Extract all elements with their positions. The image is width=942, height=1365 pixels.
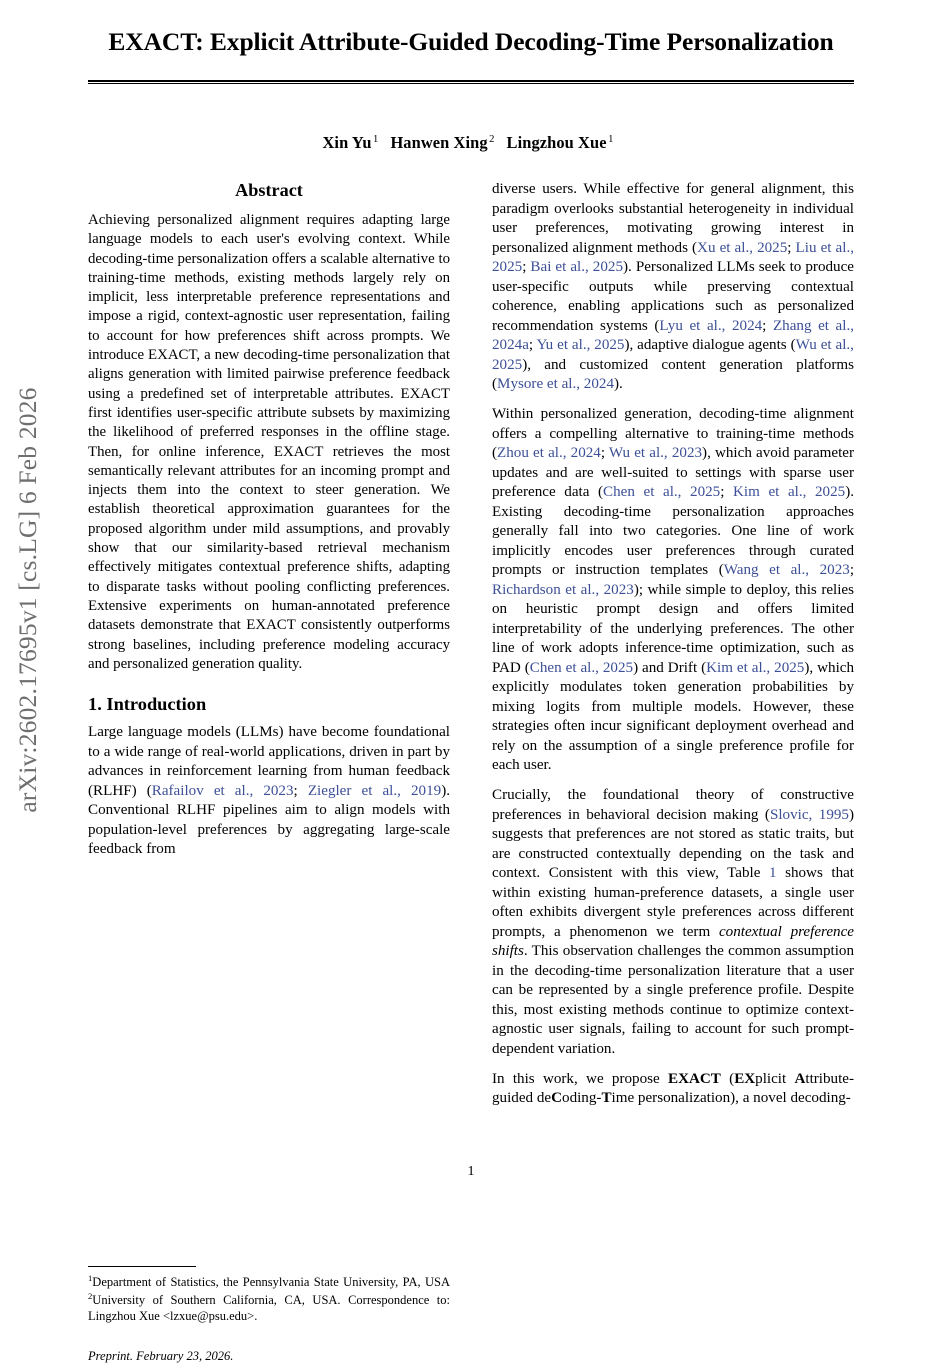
rc-p1-t4: ). Personalized LLMs seek to produce user-specific outputs while preserving contextual coherence, enabling applications such as personalized recommendation systems (: [492, 259, 854, 334]
table-reference-1[interactable]: 1: [769, 865, 777, 881]
title-separator: [88, 58, 854, 85]
intro-text-pre: Large language models (LLMs) have become foundational to a wide range of real-world applications, driven in part by advances in reinforcement learning from human feedback (RLHF) (: [88, 724, 450, 799]
intro-text-post: ). Conventional RLHF pipelines aim to align models with population-level preferences by aggregating large-scale feedback from: [88, 782, 451, 858]
rc-p2-t4: ;: [720, 484, 734, 500]
rc-p4-t6: ime personalization), a novel decoding-: [611, 1090, 851, 1106]
abstract-paragraph: Achieving personalized alignment requires adapting large language models to each user's evolving context. While decoding-time personalization offers a scalable alternative to training-time methods, existing methods largely rely on implicit, less interpretable preference representations and impose a rigid, context-agnostic user representation, failing to account for how preferences shift across prompts. We introduce EXACT, a new decoding-time personalization that aligns generation with limited pairwise preference feedback using a predefined set of interpretable attributes. EXACT first identifies user-specific attribute subsets by maximizing the likelihood of preferred responses in the offline stage. Then, for online inference, EXACT retrieves the most semantically relevant attributes for an incoming prompt and injects them into the context to steer generation. We establish theoretical approximation guarantees for the proposed algorithm under mild assumptions, and provably show that our similarity-based retrieval mechanism effectively mitigates contextual preference shifts, adapting to disparate tasks without pooling conflicting preferences. Extensive experiments on human-annotated preference datasets demonstrate that EXACT consistently outperforms strong baselines, including preference modeling accuracy and personalized generation quality.: [88, 212, 450, 672]
footnote-marker-2: 2: [88, 1291, 93, 1302]
rc-p3-t4: . This observation challenges the common assumption in the decoding-time personalization literature that a user can be represented by a single preference profile. Despite this, most existing methods continue to optimize context-agnostic user signals, failing to account for such prompt-dependent variation.: [492, 943, 854, 1057]
citation-wang-2023[interactable]: Wang et al., 2023: [723, 562, 850, 578]
left-column: [88, 180, 451, 1363]
citation-zhang-2024a[interactable]: Zhang et al., 2024a: [492, 317, 855, 353]
rc-p1-t5: ;: [762, 317, 773, 334]
author-name-2: Lingzhou Xue: [506, 133, 607, 153]
rc-p1-t8: ), and customized content generation platforms (: [492, 356, 854, 392]
rc-p1-t7: ), adaptive dialogue agents (: [624, 337, 796, 353]
footnote-affiliations: [88, 1273, 450, 1325]
acronym-letter-c: C: [551, 1090, 563, 1106]
author-affiliation-marker-2: 1: [608, 134, 614, 145]
rc-p2-t8: ) and Drift (: [633, 659, 707, 676]
rc-p2-t2: ;: [600, 445, 609, 461]
footnote-block: [88, 1266, 450, 1365]
rc-p4-t2: (: [720, 1070, 735, 1087]
rc-p1-t1: diverse users. While effective for general alignment, this paradigm overlooks substantial heterogeneity in individual user preferences, motivating growing interest in personalized alignment methods (: [492, 181, 854, 256]
arxiv-stamp: [0, 0, 56, 1200]
author-list: [88, 84, 854, 153]
citation-richardson-2023[interactable]: Richardson et al., 2023: [492, 581, 634, 598]
right-column: [492, 180, 854, 1119]
citation-lyu-2024[interactable]: Lyu et al., 2024: [659, 317, 763, 334]
rc-p2-t6: ;: [849, 562, 855, 578]
citation-liu-2025[interactable]: Liu et al., 2025: [492, 239, 854, 275]
author-name-0: Xin Yu: [322, 133, 372, 153]
citation-slovic-1995[interactable]: Slovic, 1995: [769, 806, 849, 823]
rc-p2-t7: ); while simple to deploy, this relies on heuristic prompt design and offers limited interpretability of the underlying preferences. The other line of work adopts inference-time optimization, such as PAD (: [492, 581, 854, 676]
rc-p1-t6: ;: [528, 337, 537, 353]
citation-kim-2025-drift[interactable]: Kim et al., 2025: [706, 659, 805, 676]
citation-wu-2023[interactable]: Wu et al., 2023: [608, 445, 703, 461]
author-name-1: Hanwen Xing: [390, 133, 488, 153]
rc-p4-t1: In this work, we propose: [492, 1070, 669, 1087]
rc-p2-t9: ), which explicitly modulates token generation probabilities by mixing logits from multiple models. However, these strategies often incur significant deployment overhead and rely on the assumption of a single preference profile for each user.: [492, 659, 855, 773]
citation-mysore-2024[interactable]: Mysore et al., 2024: [497, 376, 614, 392]
page-number: 1: [467, 1164, 475, 1179]
section-number: 1.: [88, 694, 102, 715]
footnote-text-1: Department of Statistics, the Pennsylvania State University, PA, USA: [92, 1275, 450, 1290]
citation-kim-2025[interactable]: Kim et al., 2025: [733, 484, 846, 500]
abstract-block: [88, 180, 450, 674]
paper-page: [88, 0, 855, 1363]
rc-p1-t3: ;: [522, 259, 531, 275]
footnote-text-2: University of Southern California, CA, USA. Correspondence to: Lingzhou Xue <lzxue@psu.edu>.: [88, 1293, 450, 1324]
preprint-line: Preprint. February 23, 2026.: [88, 1348, 234, 1363]
page-title: EXACT: Explicit Attribute-Guided Decoding-Time Personalization: [108, 27, 834, 56]
arxiv-stamp-text: arXiv:2602.17695v1 [cs.LG] 6 Feb 2026: [13, 387, 42, 813]
intro-paragraph-1: [88, 723, 450, 860]
rc-p4-t3: plicit: [755, 1070, 795, 1087]
intro-paragraph-4: [492, 786, 854, 1059]
citation-rafailov-2023[interactable]: Rafailov et al., 2023: [151, 782, 294, 799]
citation-wu-2025[interactable]: Wu et al., 2025: [492, 337, 854, 373]
rc-p4-t4: ttribute-guided de: [492, 1070, 854, 1106]
citation-xu-2025[interactable]: Xu et al., 2025: [697, 239, 788, 256]
rc-p2-t1: Within personalized generation, decoding-time alignment offers a compelling alternative to training-time methods (: [492, 406, 854, 461]
citation-yu-2025[interactable]: Yu et al., 2025: [536, 337, 625, 353]
intro-paragraph-5: [492, 1070, 854, 1109]
acronym-letter-ex: EX: [734, 1070, 756, 1087]
citation-bai-2025[interactable]: Bai et al., 2025: [530, 259, 623, 275]
citation-zhou-2024[interactable]: Zhou et al., 2024: [497, 445, 601, 461]
citation-chen-2025-pad[interactable]: Chen et al., 2025: [529, 659, 634, 676]
rc-p4-t5: oding-: [562, 1090, 602, 1106]
footnote-separator: [88, 1266, 196, 1267]
term-contextual-preference-shifts: contextual preference shifts: [492, 923, 854, 959]
rc-p3-t3: shows that within existing human-preference datasets, a single user often exhibits divergent style preferences across different prompts, a phenomenon we term: [492, 865, 855, 940]
abstract-heading: Abstract: [235, 180, 303, 200]
intro-paragraph-2: [492, 180, 854, 395]
section-title: Introduction: [106, 694, 207, 715]
rc-p2-t3: ), which avoid parameter updates and are well-suited to settings with sparse user preference data (: [492, 445, 855, 500]
footnote-marker-1: 1: [88, 1273, 93, 1284]
section-heading-introduction: [88, 694, 450, 715]
acronym-letter-a: A: [794, 1070, 806, 1087]
author-affiliation-marker-0: 1: [373, 134, 379, 145]
acronym-letter-t: T: [601, 1090, 612, 1106]
intro-text-mid: ;: [293, 782, 308, 799]
rc-p1-t9: ).: [614, 376, 623, 392]
rc-p3-t1: Crucially, the foundational theory of constructive preferences in behavioral decision making (: [492, 787, 854, 823]
citation-chen-2025[interactable]: Chen et al., 2025: [603, 484, 721, 500]
rc-p2-t5: ). Existing decoding-time personalization approaches generally fall into two categories. One line of work implicitly encodes user preferences through curated prompts or instruction templates (: [492, 484, 854, 578]
method-name-exact: EXACT: [668, 1070, 721, 1087]
intro-paragraph-3: [492, 405, 854, 776]
rc-p1-t2: ;: [787, 239, 796, 256]
citation-ziegler-2019[interactable]: Ziegler et al., 2019: [307, 782, 442, 799]
author-affiliation-marker-1: 2: [489, 134, 495, 145]
rc-p3-t2: ) suggests that preferences are not stored as static traits, but are constructed contextually depending on the task and context. Consistent with this view, Table: [492, 806, 854, 881]
